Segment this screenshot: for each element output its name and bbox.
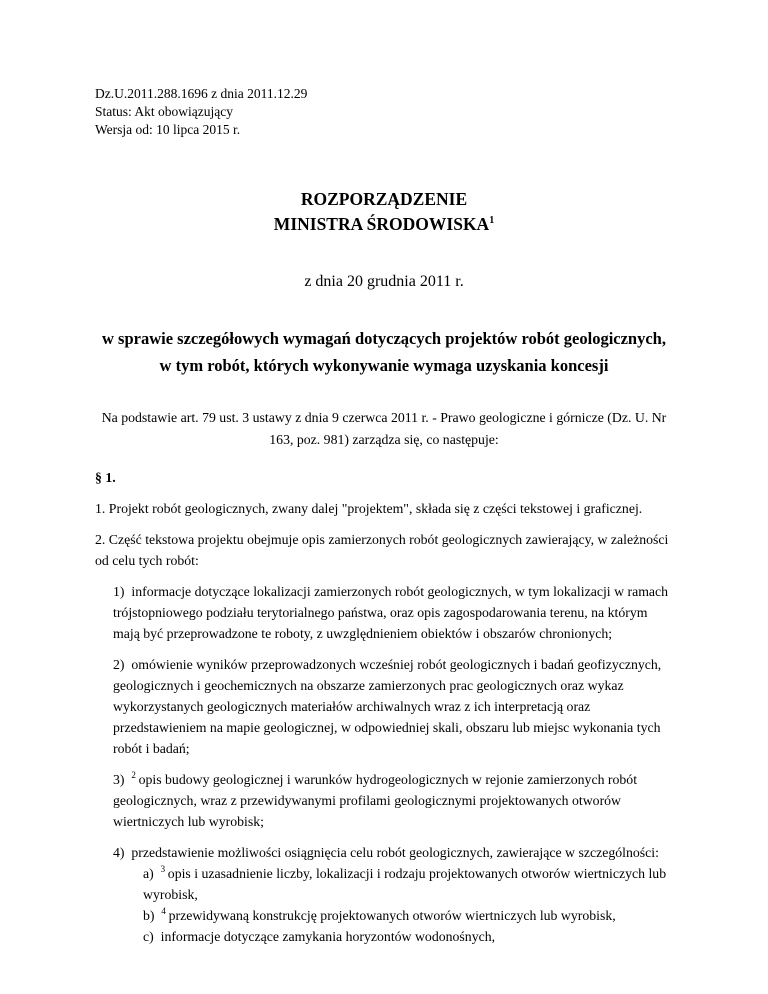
sub-list-item-c: [143, 926, 673, 947]
sub-list-item-a-footnote: 3: [160, 864, 166, 875]
section-1-paragraph-2: 2. Część tekstowa projektu obejmuje opis zamierzonych robót geologicznych zawierający, w zależności od celu tych robót:: [95, 532, 669, 568]
list-item-4-text: przedstawienie możliwości osiągnięcia celu robót geologicznych, zawierające w szczególności:: [131, 845, 659, 860]
list-item-2-marker: 2): [113, 657, 125, 672]
list-item-3-text: opis budowy geologicznej i warunków hydrogeologicznych w rejonie zamierzonych robót geologicznych, wraz z przewidywanymi profilami geologicznymi projektowanych otworów wiertniczych lub wyrobisk;: [113, 772, 638, 829]
sub-list: [113, 863, 673, 947]
title-line-1: ROZPORZĄDZENIE: [300, 189, 468, 209]
list-item-1-text: informacje dotyczące lokalizacji zamierzonych robót geologicznych, w tym lokalizacji w ramach trójstopniowego podziału terytorialnego państwa, oraz opis zagospodarowania terenu, na którym mają być przeprowadzone te roboty, z uwzględnieniem obiektów i obszarów chronionych;: [113, 584, 669, 641]
version-line: Wersja od: 10 lipca 2015 r.: [95, 122, 241, 137]
list-item-1-marker: 1): [113, 584, 125, 599]
list-item-3-marker: 3): [113, 772, 125, 787]
sub-list-item-b: [143, 905, 673, 926]
sub-list-item-c-text: informacje dotyczące zamykania horyzontów wodonośnych,: [160, 929, 496, 944]
list-item-2: [113, 654, 673, 759]
ordered-list: [95, 581, 673, 947]
document-subject: w sprawie szczegółowych wymagań dotyczących projektów robót geologicznych, w tym robót, których wykonywanie wymaga uzyskania koncesji: [102, 329, 666, 375]
list-item-2-text: omówienie wyników przeprowadzonych wcześniej robót geologicznych i badań geofizycznych, geologicznych i geochemicznych na obszarze zamierzonych prac geologicznych oraz wykaz wykorzystanych geologicznych materiałów archiwalnych wraz z ich interpretacją oraz przedstawieniem na mapie geologicznej, w odpowiedniej skali, obszaru lub miejsc wykonania tych robót i badań;: [113, 657, 662, 756]
list-item-3: [113, 769, 673, 832]
sub-list-item-a-marker: a): [143, 866, 154, 881]
document-title: [95, 187, 673, 237]
sub-list-item-b-marker: b): [143, 908, 155, 923]
document-dateline: z dnia 20 grudnia 2011 r.: [304, 273, 464, 290]
footnote-marker-1: 1: [489, 215, 495, 227]
sub-list-item-b-text: przewidywaną konstrukcję projektowanych otworów wiertniczych lub wyrobisk,: [168, 908, 616, 923]
sub-list-item-b-footnote: 4: [161, 906, 166, 917]
preamble-paragraph: Na podstawie art. 79 ust. 3 ustawy z dnia 9 czerwca 2011 r. - Prawo geologiczne i górnicze (Dz. U. Nr 163, poz. 981) zarządza się, co następuje:: [101, 410, 667, 447]
section-1-paragraph-1: 1. Projekt robót geologicznych, zwany dalej "projektem", składa się z części tekstowej i graficznej.: [95, 501, 643, 516]
sub-list-item-a-text: opis i uzasadnienie liczby, lokalizacji i rodzaju projektowanych otworów wiertniczych lub wyrobisk,: [143, 866, 667, 902]
sub-list-item-a: [143, 863, 673, 905]
list-item-4-marker: 4): [113, 845, 125, 860]
list-item-1: [113, 581, 673, 644]
title-line-2: [95, 212, 673, 237]
sub-list-item-c-marker: c): [143, 929, 154, 944]
list-item-3-footnote: 2: [131, 770, 136, 781]
document-meta: [95, 85, 673, 139]
journal-reference: Dz.U.2011.288.1696 z dnia 2011.12.29: [95, 86, 308, 101]
section-1-heading: § 1.: [95, 470, 116, 485]
status-line: Status: Akt obowiązujący: [95, 104, 233, 119]
list-item-4: [113, 842, 673, 947]
title-line-2-text: MINISTRA ŚRODOWISKA: [273, 214, 490, 234]
